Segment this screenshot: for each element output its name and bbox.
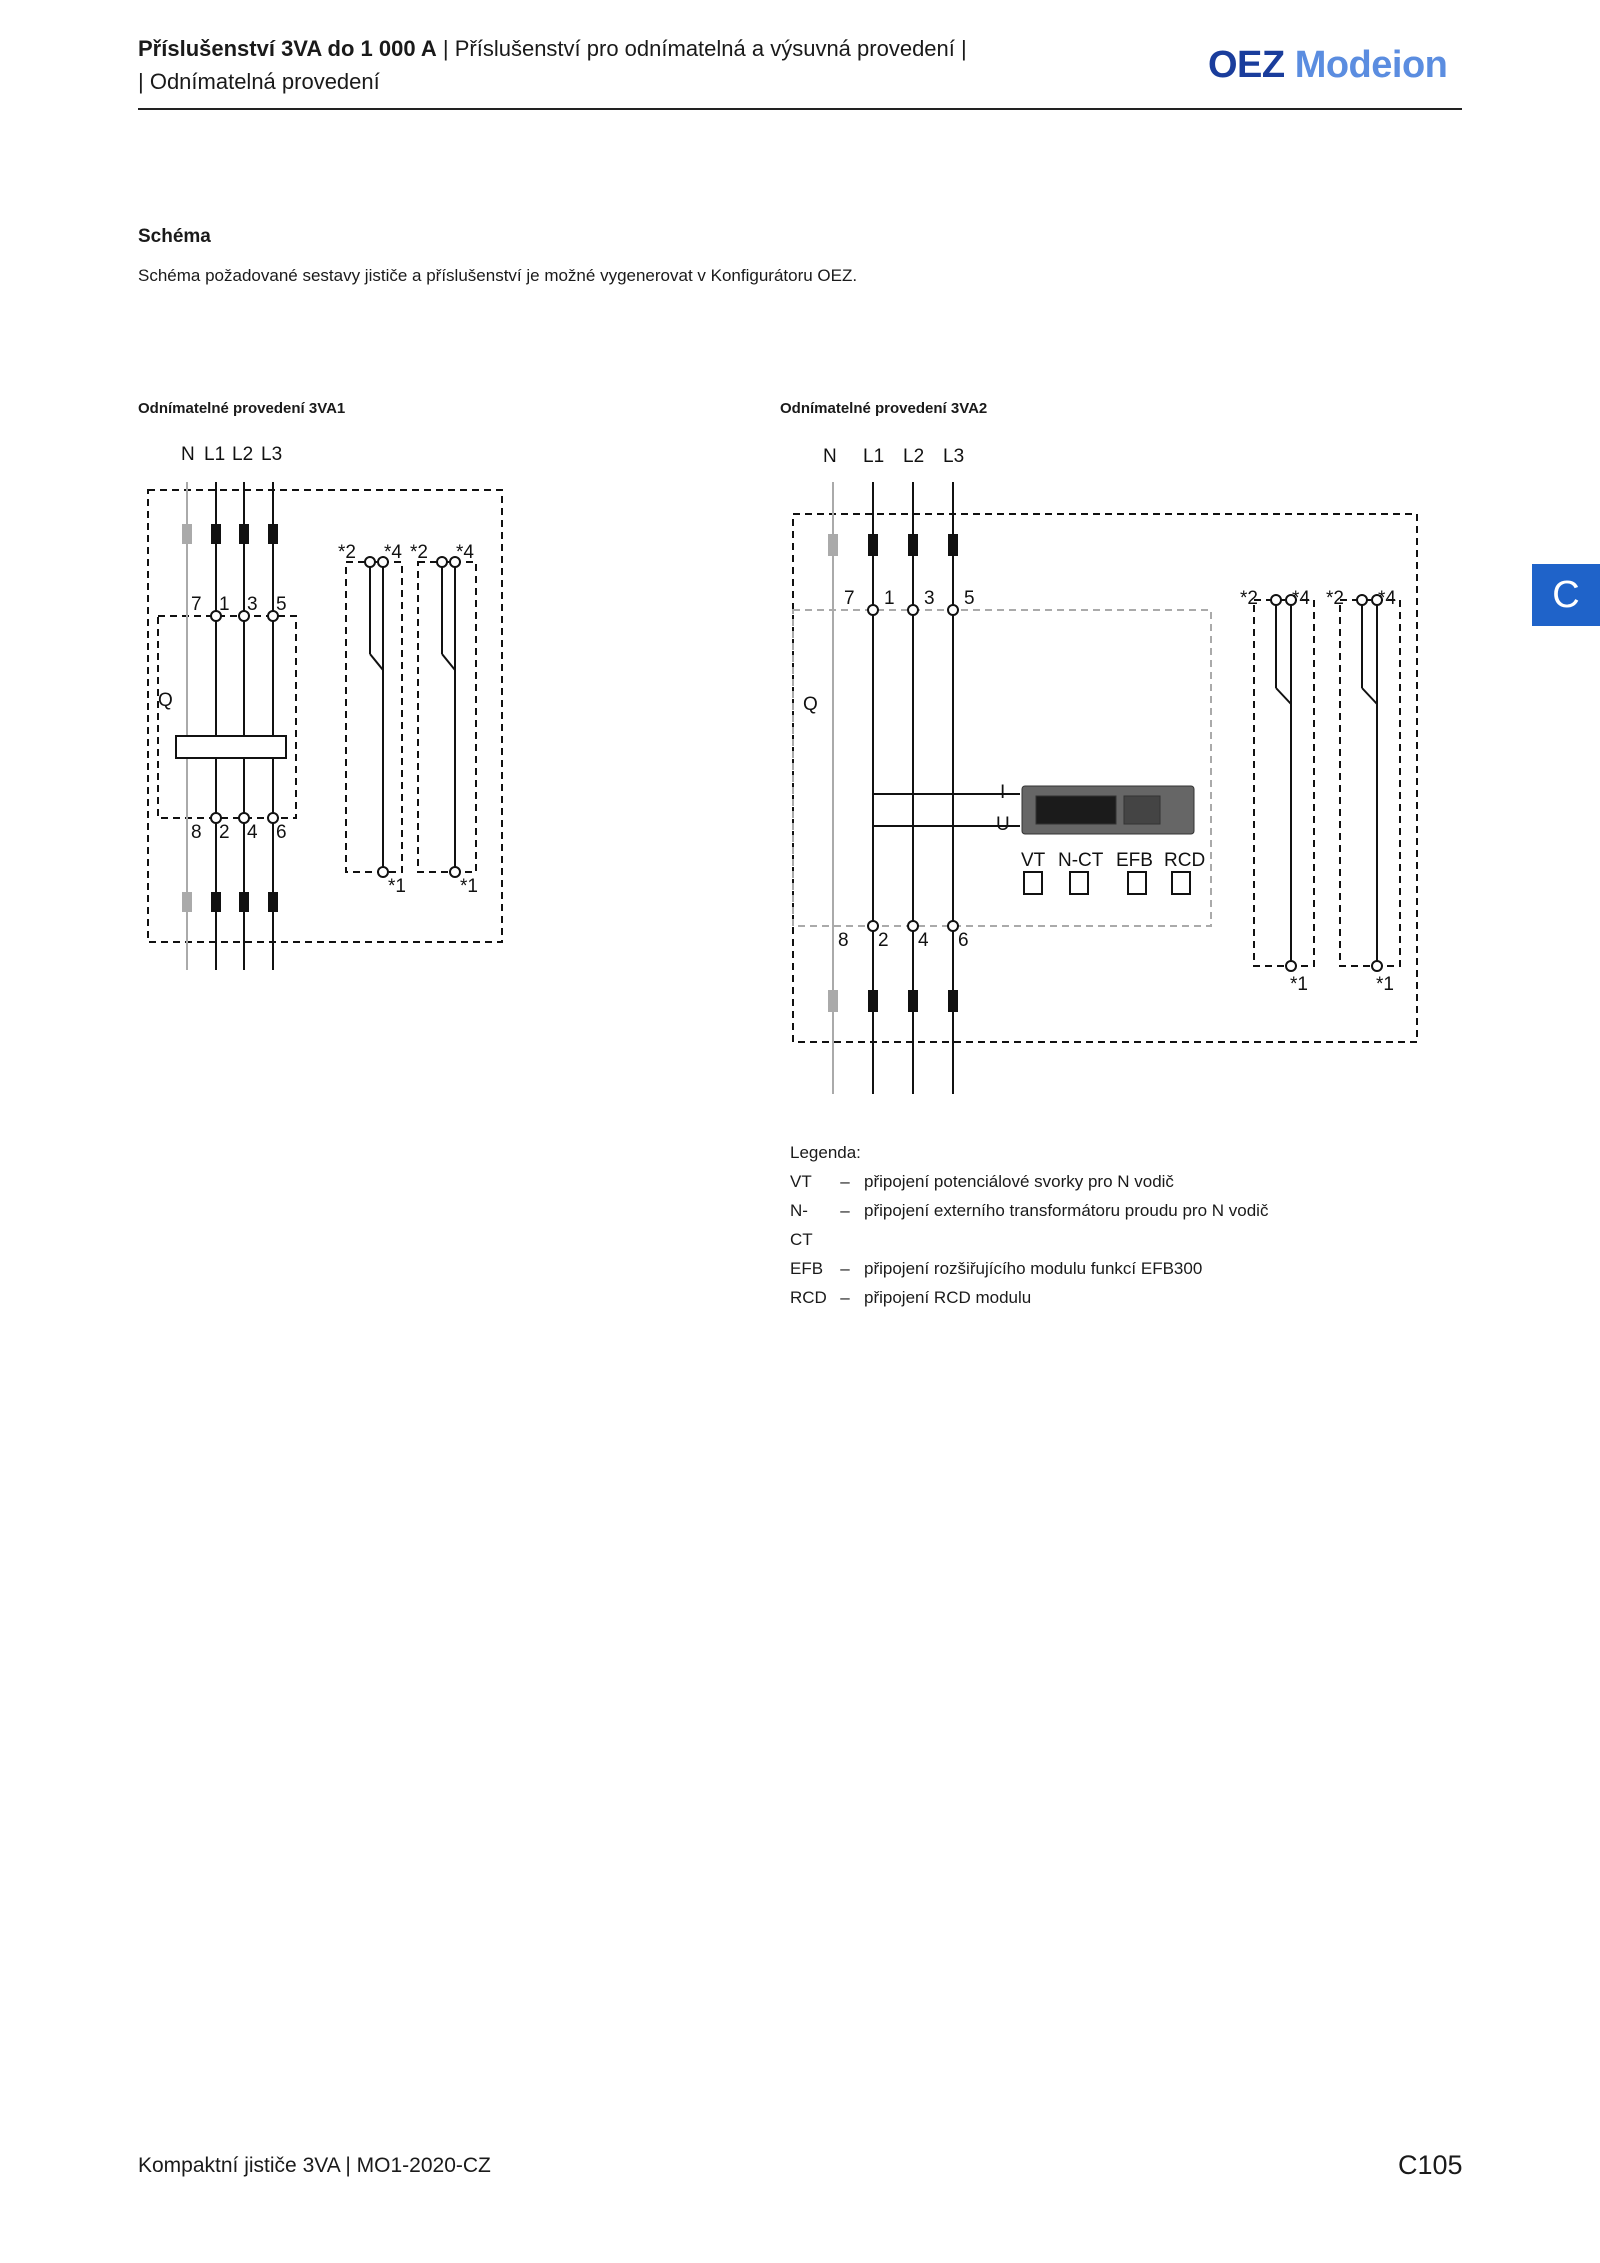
svg-text:*2: *2	[1326, 588, 1344, 609]
header-title-bold: Příslušenství 3VA do 1 000 A	[138, 36, 437, 61]
svg-text:5: 5	[276, 594, 287, 615]
svg-text:1: 1	[219, 594, 230, 615]
legend-title: Legenda:	[790, 1143, 861, 1162]
header-divider	[138, 108, 1462, 110]
legend-item: N-CT – připojení externího transformátoru proudu pro N vodič	[790, 1201, 1269, 1249]
svg-text:RCD: RCD	[1164, 850, 1206, 871]
svg-text:L1: L1	[863, 446, 885, 467]
svg-text:L3: L3	[261, 444, 283, 465]
section-text: Schéma požadované sestavy jističe a příslušenství je možné vygenerovat v Konfigurátoru OEZ.	[138, 266, 858, 285]
svg-text:L2: L2	[232, 444, 254, 465]
legend-item: EFB – připojení rozšiřujícího modulu funkcí EFB300	[790, 1259, 1203, 1278]
svg-text:4: 4	[918, 930, 929, 951]
header-line2: | Odnímatelná provedení	[138, 69, 380, 94]
svg-text:*1: *1	[1290, 974, 1308, 995]
svg-text:*4: *4	[384, 542, 402, 563]
left-diagram-caption: Odnímatelné provedení 3VA1	[138, 400, 346, 417]
legend-item: VT – připojení potenciálové svorky pro N vodič	[790, 1172, 1174, 1191]
svg-text:I: I	[1000, 782, 1006, 803]
svg-text:N: N	[181, 444, 195, 465]
svg-text:4: 4	[247, 822, 258, 843]
svg-text:U: U	[996, 814, 1010, 835]
svg-text:8: 8	[838, 930, 849, 951]
section-title: Schéma	[138, 226, 211, 247]
svg-text:2: 2	[219, 822, 230, 843]
svg-text:*1: *1	[460, 876, 478, 897]
svg-text:6: 6	[958, 930, 969, 951]
svg-text:7: 7	[191, 594, 202, 615]
diagram-3va1	[130, 430, 530, 990]
svg-text:5: 5	[964, 588, 975, 609]
svg-text:*2: *2	[338, 542, 356, 563]
svg-text:VT: VT	[1021, 850, 1046, 871]
right-diagram-caption: Odnímatelné provedení 3VA2	[780, 400, 988, 417]
page-header	[138, 32, 967, 98]
svg-text:*4: *4	[1292, 588, 1310, 609]
svg-text:Q: Q	[158, 690, 173, 711]
svg-text:L1: L1	[204, 444, 226, 465]
legend	[790, 1138, 1268, 1312]
svg-text:1: 1	[884, 588, 895, 609]
diagram-3va2	[780, 430, 1430, 1110]
svg-text:N-CT: N-CT	[1058, 850, 1104, 871]
svg-text:*2: *2	[410, 542, 428, 563]
svg-text:3: 3	[247, 594, 258, 615]
svg-text:8: 8	[191, 822, 202, 843]
trip-unit-display	[1022, 786, 1194, 834]
svg-text:*4: *4	[456, 542, 474, 563]
legend-item: RCD – připojení RCD modulu	[790, 1288, 1032, 1307]
svg-text:3: 3	[924, 588, 935, 609]
brand-logo: OEZ Modeion	[1208, 44, 1448, 86]
header-title-rest: | Příslušenství pro odnímatelná a výsuvná provedení |	[442, 36, 967, 61]
svg-text:*1: *1	[388, 876, 406, 897]
chapter-tab: C	[1532, 564, 1600, 626]
footer-text: Kompaktní jističe 3VA | MO1-2020-CZ	[138, 2154, 491, 2177]
svg-text:2: 2	[878, 930, 889, 951]
svg-text:*1: *1	[1376, 974, 1394, 995]
svg-text:6: 6	[276, 822, 287, 843]
svg-text:*4: *4	[1378, 588, 1396, 609]
svg-text:N: N	[823, 446, 837, 467]
svg-text:*2: *2	[1240, 588, 1258, 609]
svg-text:L2: L2	[903, 446, 925, 467]
svg-text:Q: Q	[803, 694, 818, 715]
svg-text:L3: L3	[943, 446, 965, 467]
svg-text:EFB: EFB	[1116, 850, 1153, 871]
svg-text:7: 7	[844, 588, 855, 609]
page-number: C105	[1398, 2150, 1463, 2180]
